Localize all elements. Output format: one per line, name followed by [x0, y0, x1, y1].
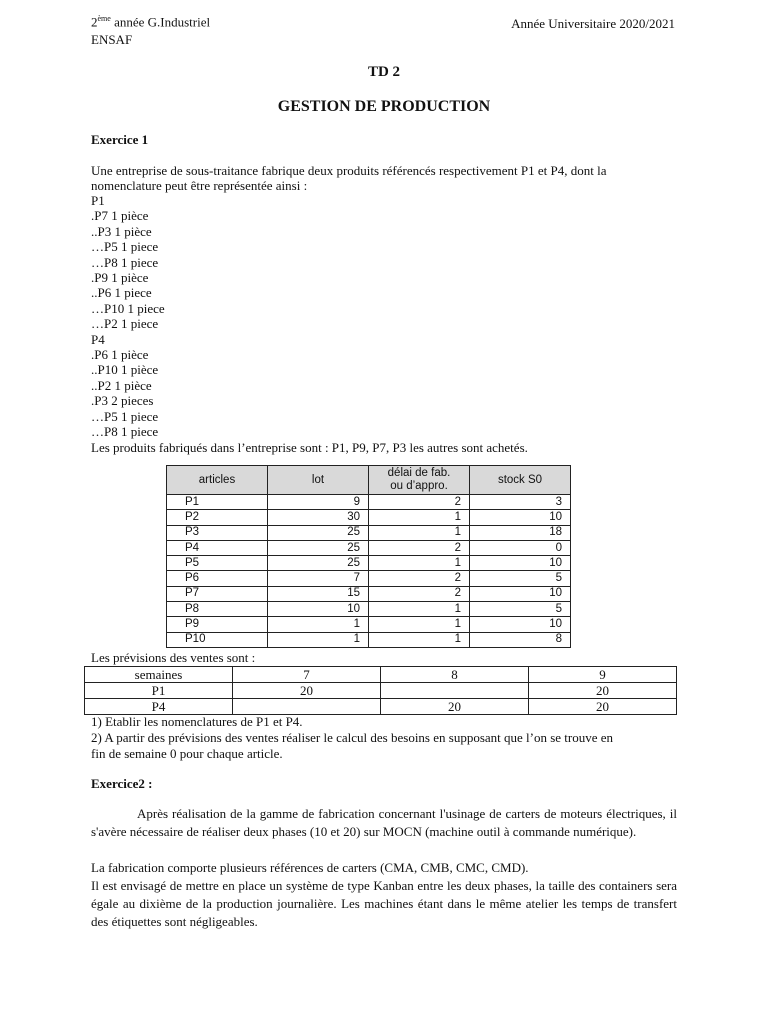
- bom-line: …P8 1 piece: [91, 254, 159, 270]
- bom-line: …P10 1 piece: [91, 300, 165, 316]
- table-cell: 18: [470, 525, 571, 540]
- col-header-delai: délai de fab. ou d’appro.: [369, 466, 470, 495]
- question-1: 1) Etablir les nomenclatures de P1 et P4.: [91, 714, 303, 729]
- table-cell: 1: [369, 525, 470, 540]
- forecast-row: [85, 699, 677, 715]
- table-cell: P6: [167, 571, 268, 586]
- table-cell: 2: [369, 540, 470, 555]
- table-cell: 1: [369, 510, 470, 525]
- forecast-cell: 20: [529, 683, 677, 699]
- bom-line: …P5 1 piece: [91, 408, 159, 424]
- table-cell: P5: [167, 556, 268, 571]
- forecast-cell: P4: [85, 699, 233, 715]
- table-row: [167, 617, 571, 632]
- question-2-line1: 2) A partir des prévisions des ventes réaliser le calcul des besoins en supposant que l’on se trouve en: [91, 730, 614, 745]
- bom-line: .P9 1 pièce: [91, 270, 149, 286]
- table-cell: P4: [167, 540, 268, 555]
- bom-line: .P7 1 pièce: [91, 208, 149, 224]
- table-cell: 2: [369, 586, 470, 601]
- table-cell: 10: [268, 602, 369, 617]
- table-row: [167, 495, 571, 510]
- forecast-header-w8: 8: [381, 667, 529, 683]
- bom-line: .P3 2 pieces: [91, 393, 154, 409]
- exercise1-intro-line1: Une entreprise de sous-traitance fabrique deux produits référencés respectivement P1 et P4, dont la: [91, 163, 607, 178]
- table-row: [167, 556, 571, 571]
- page-title: TD 2: [367, 64, 401, 80]
- forecast-cell: 20: [529, 699, 677, 715]
- table-row: [167, 586, 571, 601]
- table-cell: 10: [470, 586, 571, 601]
- table-cell: 2: [369, 495, 470, 510]
- bom-line: ..P6 1 piece: [91, 285, 152, 301]
- table-cell: P9: [167, 617, 268, 632]
- table-cell: P8: [167, 602, 268, 617]
- forecast-row: [85, 683, 677, 699]
- table-cell: 8: [470, 632, 571, 647]
- table-cell: 9: [268, 495, 369, 510]
- header-level: 2ème année G.Industriel: [91, 14, 211, 30]
- forecast-cell: [233, 699, 381, 715]
- exercise2-para1: Après réalisation de la gamme de fabrication concernant l'usinage de carters de moteurs électriques, il s'avère nécessaire de réaliser deux phases (10 et 20) sur MOCN (machine outil à commande numérique).: [91, 806, 677, 839]
- forecast-cell: 20: [381, 699, 529, 715]
- table-header-row: [167, 466, 571, 495]
- table-cell: P2: [167, 510, 268, 525]
- table-row: [167, 571, 571, 586]
- table-cell: 10: [470, 617, 571, 632]
- bom-line: ..P10 1 pièce: [91, 362, 159, 378]
- table-cell: 5: [470, 571, 571, 586]
- bom-line: ..P2 1 pièce: [91, 377, 152, 393]
- forecast-cell: [381, 683, 529, 699]
- table-cell: 5: [470, 602, 571, 617]
- table-cell: P10: [167, 632, 268, 647]
- col-header-stock: stock S0: [470, 466, 571, 495]
- col-header-articles: articles: [167, 466, 268, 495]
- table-row: [167, 525, 571, 540]
- table-cell: 3: [470, 495, 571, 510]
- forecast-cell: P1: [85, 683, 233, 699]
- bom-line: …P5 1 piece: [91, 239, 159, 255]
- table-row: [167, 632, 571, 647]
- forecast-header-weeks: semaines: [85, 667, 233, 683]
- table-cell: 10: [470, 510, 571, 525]
- table-cell: 0: [470, 540, 571, 555]
- bom-list: [91, 193, 165, 440]
- table-cell: 15: [268, 586, 369, 601]
- table-cell: 10: [470, 556, 571, 571]
- table-cell: 30: [268, 510, 369, 525]
- table-cell: 1: [268, 632, 369, 647]
- bom-line: …P8 1 piece: [91, 424, 159, 440]
- forecast-header-w9: 9: [529, 667, 677, 683]
- bom-line: P4: [91, 331, 105, 347]
- table-cell: 1: [369, 556, 470, 571]
- articles-table: [166, 465, 571, 648]
- table-cell: P3: [167, 525, 268, 540]
- table-row: [167, 510, 571, 525]
- col-header-lot: lot: [268, 466, 369, 495]
- table-cell: 1: [369, 602, 470, 617]
- exercise2-para3: Il est envisagé de mettre en place un système de type Kanban entre les deux phases, la taille des containers sera égale au dixième de la production journalière. Les machines étant dans le même atelier les temps de transfert des étiquettes sont négligeables.: [91, 878, 677, 929]
- table-row: [167, 602, 571, 617]
- table-cell: 25: [268, 540, 369, 555]
- table-cell: 1: [369, 617, 470, 632]
- bom-line: …P2 1 piece: [91, 316, 159, 332]
- header-school: ENSAF: [91, 32, 133, 47]
- table-cell: 2: [369, 571, 470, 586]
- table-cell: 1: [369, 632, 470, 647]
- manufactured-note: Les produits fabriqués dans l’entreprise sont : P1, P9, P7, P3 les autres sont achetés.: [91, 440, 528, 455]
- table-cell: 25: [268, 525, 369, 540]
- exercise2-heading: Exercice2 :: [91, 776, 153, 791]
- forecast-header-row: [85, 667, 677, 683]
- header-year: Année Universitaire 2020/2021: [511, 16, 675, 31]
- forecast-table: [84, 666, 677, 715]
- table-cell: 7: [268, 571, 369, 586]
- bom-line: P1: [91, 193, 105, 208]
- forecast-header-w7: 7: [233, 667, 381, 683]
- table-cell: P1: [167, 495, 268, 510]
- table-row: [167, 540, 571, 555]
- forecast-cell: 20: [233, 683, 381, 699]
- table-cell: 25: [268, 556, 369, 571]
- page-subtitle: GESTION DE PRODUCTION: [277, 98, 491, 115]
- exercise1-intro-line2: nomenclature peut être représentée ainsi :: [91, 178, 308, 193]
- bom-line: .P6 1 pièce: [91, 347, 149, 363]
- table-cell: P7: [167, 586, 268, 601]
- question-2-line2: fin de semaine 0 pour chaque article.: [91, 746, 283, 761]
- exercise2-para2: La fabrication comporte plusieurs références de carters (CMA, CMB, CMC, CMD).: [91, 860, 529, 875]
- table-cell: 1: [268, 617, 369, 632]
- exercise1-heading: Exercice 1: [91, 132, 149, 147]
- bom-line: ..P3 1 pièce: [91, 223, 152, 239]
- forecast-label: Les prévisions des ventes sont :: [91, 650, 256, 665]
